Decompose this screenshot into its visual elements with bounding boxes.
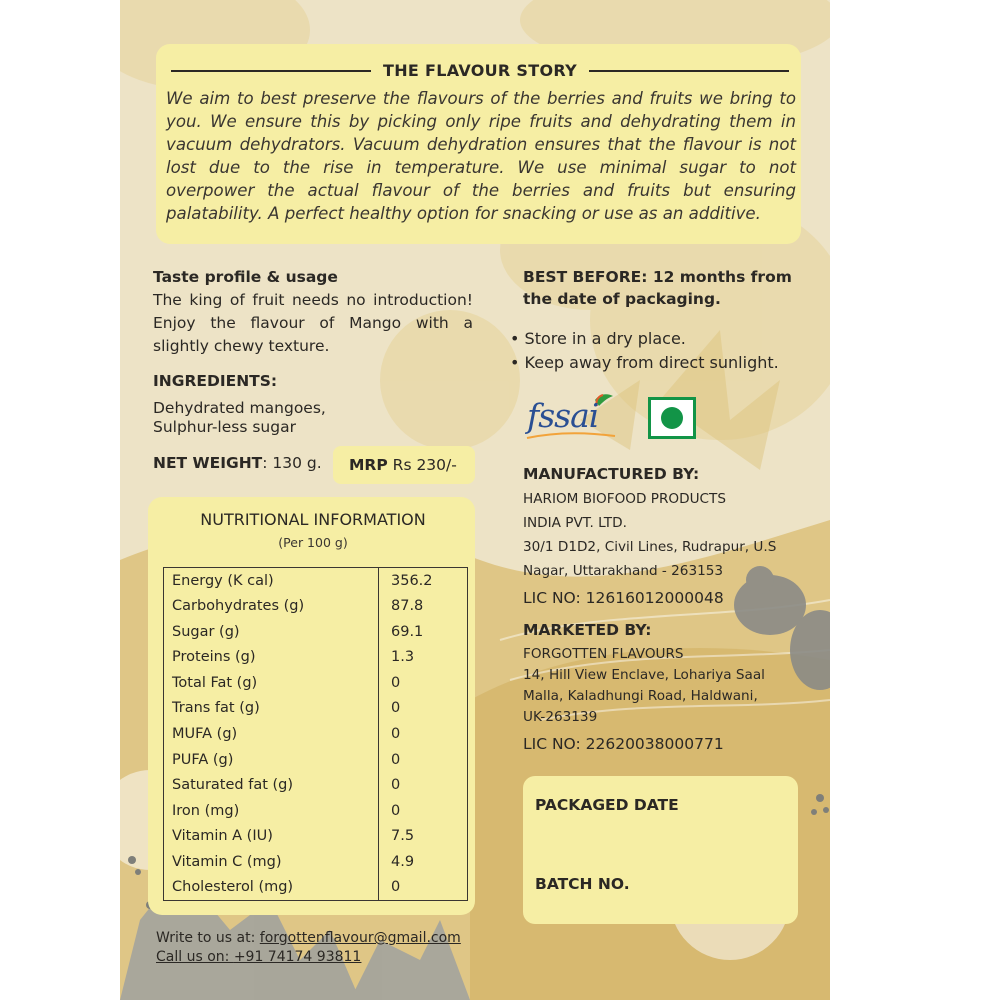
marketer-address-1: 14, Hill View Enclave, Lohariya Saal	[523, 667, 765, 683]
best-before	[523, 266, 792, 310]
nutrition-row	[164, 696, 468, 722]
nutrition-row	[164, 721, 468, 747]
veg-dot	[661, 407, 683, 429]
nutrition-row	[164, 823, 468, 849]
nutrient-name: Proteins (g)	[172, 649, 256, 666]
marketer-details	[523, 644, 765, 728]
best-before-line-2: the date of packaging.	[523, 290, 721, 308]
manufacturer-details	[523, 487, 776, 583]
fssai-logo	[525, 392, 617, 442]
nutrient-name: Total Fat (g)	[172, 674, 258, 691]
storage-item-1: • Store in a dry place.	[510, 329, 686, 348]
nutrient-value: 0	[379, 747, 468, 773]
nutrient-name: Trans fat (g)	[172, 700, 260, 717]
nutrient-name: MUFA (g)	[172, 725, 238, 742]
product-label	[120, 0, 830, 1000]
manufacturer-address-1: 30/1 D1D2, Civil Lines, Rudrapur, U.S	[523, 539, 777, 555]
nutrient-value: 7.5	[379, 823, 468, 849]
marketer-address-3: UK-263139	[523, 709, 598, 725]
nutrient-value: 0	[379, 721, 468, 747]
manufactured-heading: MANUFACTURED BY:	[523, 465, 700, 483]
ingredients-line-2: Sulphur-less sugar	[153, 418, 296, 436]
nutrient-name: Energy (K cal)	[172, 572, 274, 589]
mrp-label: MRP	[349, 456, 388, 474]
nutrition-row	[164, 619, 468, 645]
net-weight	[153, 454, 322, 472]
nutrition-row	[164, 568, 468, 594]
nutrient-name: Carbohydrates (g)	[172, 598, 305, 615]
nutrition-subtitle: (Per 100 g)	[278, 535, 348, 550]
nutrition-row	[164, 594, 468, 620]
storage-item-2: • Keep away from direct sunlight.	[510, 353, 779, 372]
ingredients-line-1: Dehydrated mangoes,	[153, 399, 326, 417]
marketed-heading: MARKETED BY:	[523, 621, 652, 639]
marketer-license: LIC NO: 22620038000771	[523, 735, 724, 753]
nutrition-row	[164, 645, 468, 671]
nutrition-row	[164, 849, 468, 875]
marketer-address-2: Malla, Kaladhungi Road, Haldwani,	[523, 688, 758, 704]
mrp	[349, 456, 457, 474]
nutrient-value: 1.3	[379, 645, 468, 671]
contact-info	[156, 929, 461, 967]
contact-phone-line	[156, 948, 461, 967]
veg-mark-icon	[648, 397, 696, 439]
nutrient-name: Saturated fat (g)	[172, 777, 294, 794]
storage-list	[510, 327, 779, 375]
manufacturer-name-2: INDIA PVT. LTD.	[523, 515, 627, 531]
nutrition-row	[164, 747, 468, 773]
ingredients-heading: INGREDIENTS:	[153, 372, 278, 390]
contact-email-line	[156, 929, 461, 948]
manufacturer-name-1: HARIOM BIOFOOD PRODUCTS	[523, 491, 726, 507]
contact-phone-link[interactable]: +91 74174 93811	[233, 949, 362, 965]
nutrition-row	[164, 670, 468, 696]
nutrient-name: Vitamin C (mg)	[172, 853, 282, 870]
nutrition-row	[164, 772, 468, 798]
manufacturer-license: LIC NO: 12616012000048	[523, 589, 724, 607]
net-weight-value: : 130 g.	[262, 454, 322, 472]
nutrient-value: 0	[379, 696, 468, 722]
best-before-line-1: BEST BEFORE: 12 months from	[523, 268, 792, 286]
taste-profile-heading: Taste profile & usage	[153, 268, 338, 286]
nutrient-value: 69.1	[379, 619, 468, 645]
net-weight-label: NET WEIGHT	[153, 454, 263, 472]
mrp-value: Rs 230/-	[392, 456, 457, 474]
nutrient-name: PUFA (g)	[172, 751, 234, 768]
marketer-name: FORGOTTEN FLAVOURS	[523, 646, 684, 662]
nutrition-title: NUTRITIONAL INFORMATION	[200, 510, 426, 529]
flavour-story-title: THE FLAVOUR STORY	[373, 61, 587, 80]
nutrient-value: 0	[379, 772, 468, 798]
nutrition-row	[164, 798, 468, 824]
nutrient-value: 0	[379, 874, 468, 900]
nutrient-name: Sugar (g)	[172, 623, 240, 640]
taste-profile-text: The king of fruit needs no introduction! Enjoy the flavour of Mango with a slightly chewy texture.	[153, 291, 473, 355]
nutrient-value: 0	[379, 670, 468, 696]
batch-number-label: BATCH NO.	[535, 875, 630, 893]
fssai-wordmark: fssai	[527, 396, 599, 435]
nutrient-value: 87.8	[379, 594, 468, 620]
nutrient-value: 4.9	[379, 849, 468, 875]
bullet-icon: •	[510, 329, 520, 348]
flavour-story-text: We aim to best preserve the flavours of the berries and fruits we bring to you. We ensure this by picking only ripe fruits and dehydrating them in vacuum dehydrators. Vacuum dehydration ensures that the flavour is not lost due to the rise in temperature. We use minimal sugar to not overpower the actual flavour of the berries and fruits but ensuring palatability. A perfect healthy option for snacking or use as an additive.	[166, 89, 796, 223]
flavour-story-header	[171, 61, 789, 81]
nutrient-value: 356.2	[379, 568, 468, 594]
contact-phone-label: Call us on:	[156, 949, 234, 965]
nutrient-name: Cholesterol (mg)	[172, 879, 294, 896]
contact-email-label: Write to us at:	[156, 930, 260, 946]
nutrient-value: 0	[379, 798, 468, 824]
contact-email-link[interactable]: forgottenflavour@gmail.com	[259, 930, 461, 946]
nutrition-row	[164, 874, 468, 900]
bullet-icon: •	[510, 353, 520, 372]
nutrition-table	[163, 567, 468, 901]
packaged-date-label: PACKAGED DATE	[535, 796, 679, 814]
nutrient-name: Iron (mg)	[172, 802, 240, 819]
nutrient-name: Vitamin A (IU)	[172, 828, 273, 845]
manufacturer-address-2: Nagar, Uttarakhand - 263153	[523, 563, 724, 579]
